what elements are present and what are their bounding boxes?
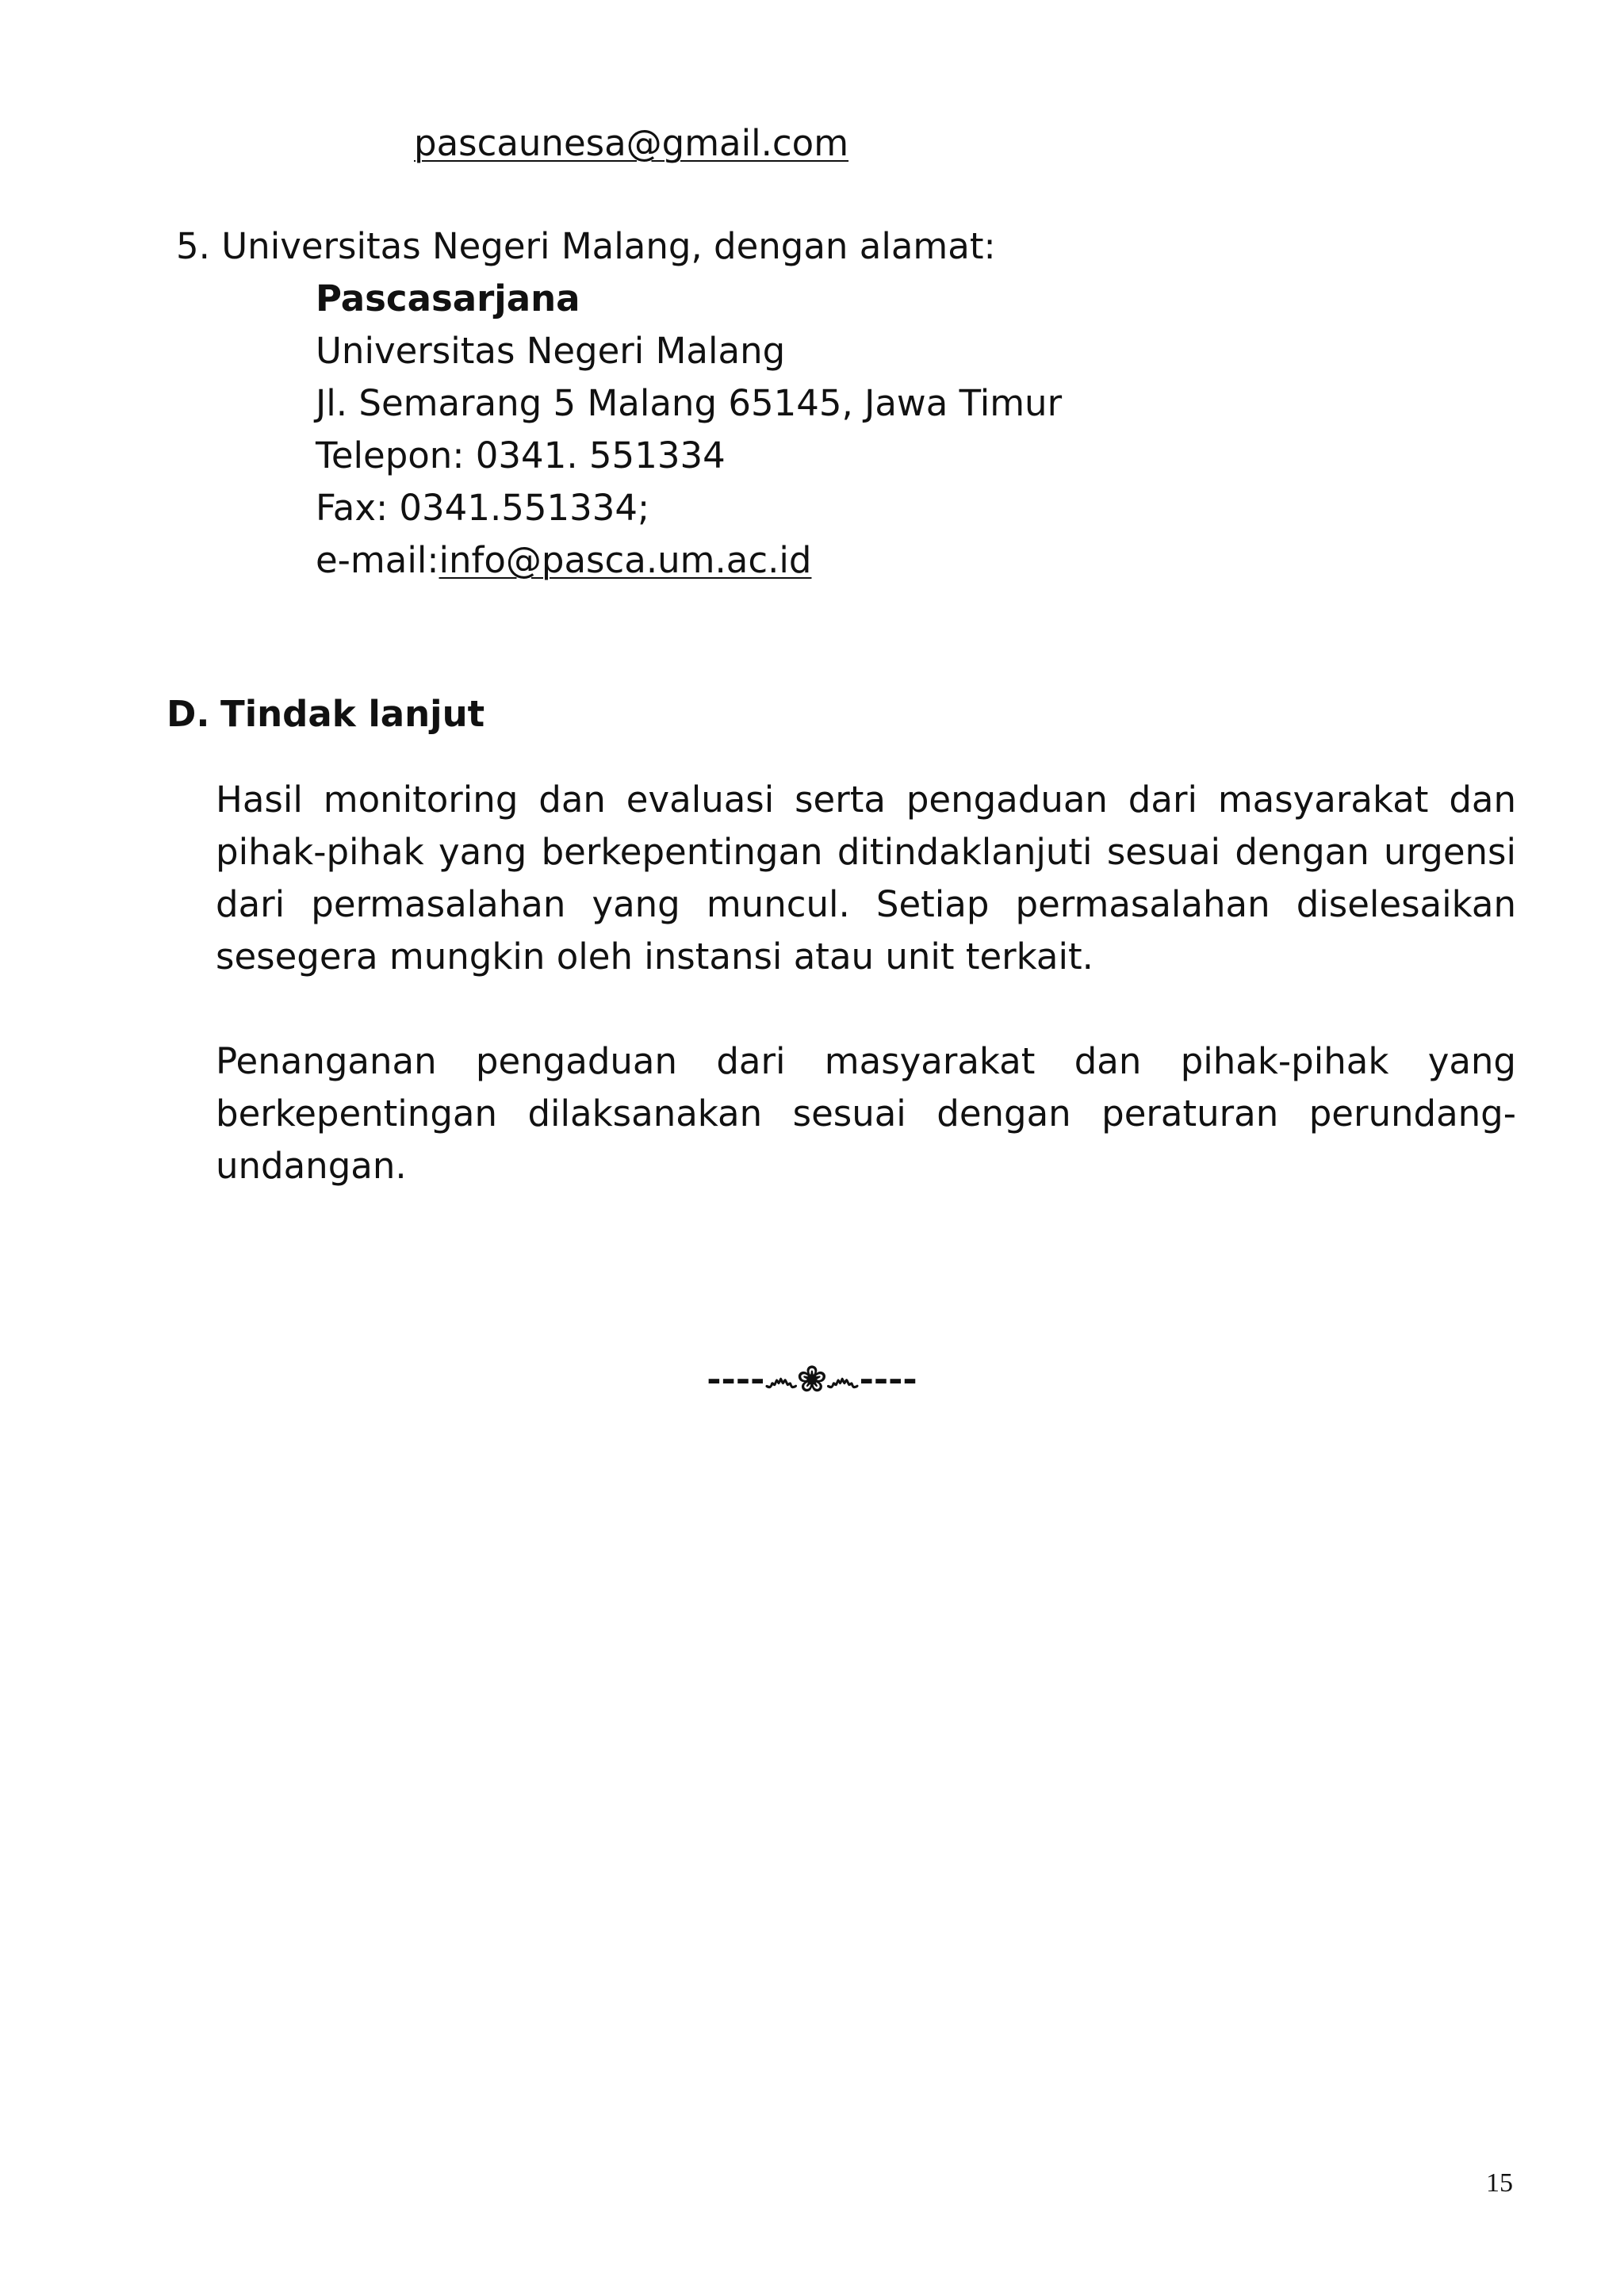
item5-university: Universitas Negeri Malang (316, 330, 786, 372)
section-d-heading (167, 688, 485, 740)
item5-heading: Universitas Negeri Malang, dengan alamat: (221, 225, 996, 267)
item5-unit: Pascasarjana (316, 277, 580, 320)
section-d-paragraph-2: Penanganan pengaduan dari masyarakat dan pihak-pihak yang berkepentingan dilaksanakan sesuai dengan peraturan perundang-undangan. (216, 1040, 1516, 1187)
item5-email-label: e-mail: (316, 539, 439, 581)
item5-street: Jl. Semarang 5 Malang 65145, Jawa Timur (316, 382, 1063, 424)
section-d-letter: D. (167, 693, 210, 735)
item5-email-link[interactable]: info@pasca.um.ac.id (439, 539, 812, 581)
section-d-title: Tindak lanjut (220, 693, 485, 735)
item5-number: 5. (176, 225, 210, 267)
section-d-paragraph-1: Hasil monitoring dan evaluasi serta pengaduan dari masyarakat dan pihak-pihak yang berkepentingan ditindaklanjuti sesuai dengan urgensi dari permasalahan yang muncul. Setiap permasalahan diselesaikan sesegera mungkin oleh instansi atau unit terkait. (216, 779, 1516, 978)
item5-fax: Fax: 0341.551334; (316, 487, 650, 529)
item5-heading-row (176, 220, 996, 273)
item5-phone: Telepon: 0341. 551334 (316, 434, 726, 476)
top-email-link[interactable]: pascaunesa@gmail.com (414, 122, 849, 164)
page-number: 15 (1486, 2168, 1513, 2198)
item5-email-row (316, 534, 811, 587)
section-end-ornament: ----෴❀෴---- (707, 1359, 917, 1399)
